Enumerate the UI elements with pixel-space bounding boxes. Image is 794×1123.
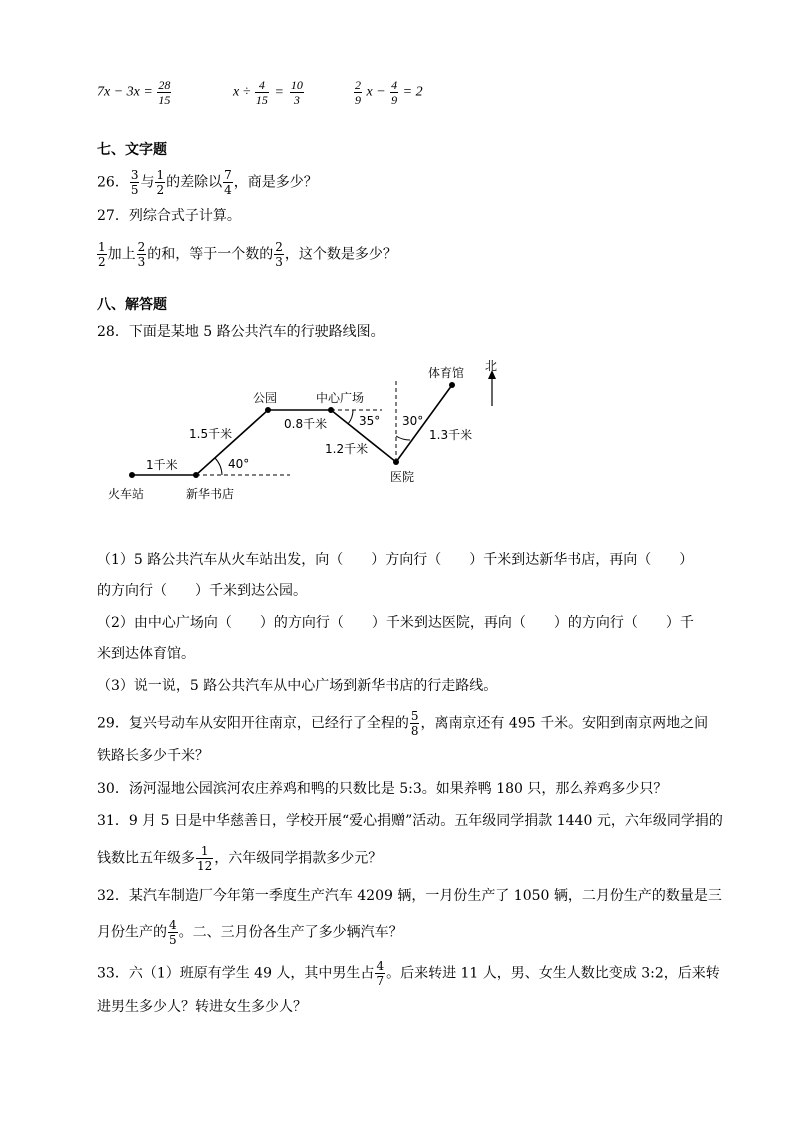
numerator: 2 [275,240,283,254]
fraction [223,168,233,197]
q31-text-2: ，六年级同学捐款多少元？ [214,850,383,867]
denominator: 2 [98,255,106,269]
distance-label: 1千米 [146,458,178,472]
station-dot [265,407,271,413]
equation-1-lhs: 7x − 3x = [97,84,153,100]
question-28-1: （1）5 路公共汽车从火车站出发，向（ ）方向行（ ）千米到达新华书店，再向（ ） [97,552,694,568]
q27-text-1: 加上 [107,246,136,263]
equation-2-var: x ÷ [233,84,251,100]
q31-text-1: 钱数比五年级多 [97,850,195,867]
q26-prefix: 26． [97,174,129,191]
question-32-cont [97,918,403,947]
question-31-cont [97,844,382,873]
station-dot [129,472,135,478]
fraction [410,709,420,738]
numerator: 2 [355,78,361,92]
angle-arc-35 [348,410,353,424]
question-28-1-cont: 的方向行（ ）千米到达公园。 [97,583,307,599]
denominator: 3 [137,255,146,269]
numerator: 1 [200,844,209,858]
north-label: 北 [485,359,498,373]
q32-text-2: 。二、三月份各生产了多少辆汽车？ [178,924,403,941]
station-label-park: 公园 [253,391,278,405]
equation-3 [353,78,423,107]
question-33-cont: 进男生多少人？转进女生多少人？ [97,999,307,1015]
numerator: 4 [258,78,265,92]
station-dot [328,407,334,413]
q33-text-2: 。后来转进 11 人，男、女生人数比变成 3:2，后来转 [386,965,720,982]
question-31: 31．9 月 5 日是中华慈善日，学校开展“爱心捐赠”活动。五年级同学捐款 1440 元，六年级同学捐的 [97,813,723,829]
station-dot [193,472,199,478]
numerator: 4 [391,78,398,92]
question-28-2: （2）由中心广场向（ ）的方向行（ ）千米到达医院，再向（ ）的方向行（ ）千 [97,615,694,631]
denominator: 3 [275,255,283,269]
fraction [196,844,213,873]
denominator: 5 [130,183,139,197]
fraction [97,240,107,269]
station-label-bookstore: 新华书店 [186,487,235,501]
equation-3-rhs: = 2 [402,84,423,100]
denominator: 8 [410,724,419,738]
numerator: 7 [224,168,232,182]
section-7-title: 七、文字题 [97,142,167,158]
question-29 [97,709,708,738]
q29-text-2: ，离南京还有 495 千米。安阳到南京两地之间 [420,715,709,732]
q26-text-2: 的差除以 [166,174,223,191]
angle-label: 40° [228,457,250,471]
equals-sign: = [275,84,284,100]
station-dot [393,459,399,465]
numerator: 4 [169,918,177,932]
q33-text-1: 33．六（1）班原有学生 49 人，其中男生占 [97,965,375,982]
bus-route-map [0,350,794,510]
station-label-train: 火车站 [108,487,145,501]
question-29-cont: 铁路长多少千米？ [97,748,209,764]
numerator: 5 [410,709,419,723]
denominator: 9 [391,93,398,107]
denominator: 4 [224,183,232,197]
numerator: 10 [290,78,303,92]
station-label-hospital: 医院 [390,470,415,484]
q26-text-1: 与 [140,174,155,191]
denominator: 3 [290,92,304,107]
angle-arc-30 [396,436,410,440]
station-label-center-square: 中心广场 [316,391,365,405]
numerator: 1 [98,240,106,254]
numerator: 4 [376,959,385,973]
denominator: 12 [197,859,213,873]
equation-3-mid: x − [366,84,386,100]
fraction [354,78,362,107]
numerator: 28 [158,78,171,92]
denominator: 2 [156,183,165,197]
numerator: 1 [156,168,165,182]
question-27-body [97,240,397,269]
denominator: 9 [355,93,361,107]
denominator: 15 [158,93,171,107]
question-30: 30．汤河湿地公园滨河农庄养鸡和鸭的只数比是 5:3。如果养鸭 180 只，那么养鸡多少只？ [97,781,668,797]
equation-1 [97,78,172,107]
numerator: 3 [130,168,139,182]
station-dot [449,382,455,388]
station-label-stadium: 体育馆 [428,366,465,380]
question-33 [97,959,720,988]
fraction [168,918,178,947]
question-27: 27．列综合式子计算。 [97,208,241,224]
distance-label: 1.5千米 [189,427,233,441]
denominator: 7 [376,974,385,988]
fraction [390,78,398,107]
denominator: 15 [255,93,268,107]
numerator: 2 [137,240,146,254]
distance-label: 0.8千米 [284,417,328,431]
fraction [255,78,269,107]
q27-text-2: 的和，等于一个数的 [147,246,274,263]
q29-text-1: 29．复兴号动车从安阳开往南京，已经行了全程的 [97,715,409,732]
equation-2 [233,78,305,107]
section-8-title: 八、解答题 [97,297,167,313]
angle-label: 30° [402,414,424,428]
fraction [157,78,171,107]
fraction [155,168,165,197]
angle-arc-40 [215,458,222,475]
question-28: 28．下面是某地 5 路公共汽车的行驶路线图。 [97,324,385,340]
question-28-2-cont: 米到达体育馆。 [97,646,195,662]
fraction [137,240,147,269]
denominator: 5 [169,933,177,947]
distance-label: 1.2千米 [325,442,369,456]
fraction [375,959,385,988]
angle-label: 35° [359,414,381,428]
q26-text-3: ，商是多少？ [233,174,318,191]
fraction [130,168,140,197]
question-32: 32．某汽车制造厂今年第一季度生产汽车 4209 辆，一月份生产了 1050 辆，二月份生产的数量是三 [97,888,722,904]
question-26 [97,168,318,197]
fraction [290,78,304,107]
q32-text-1: 月份生产的 [97,924,167,941]
distance-label: 1.3千米 [429,428,473,442]
q27-text-3: ，这个数是多少？ [284,246,397,263]
question-28-3: （3）说一说，5 路公共汽车从中心广场到新华书店的行走路线。 [97,678,498,694]
fraction [274,240,284,269]
